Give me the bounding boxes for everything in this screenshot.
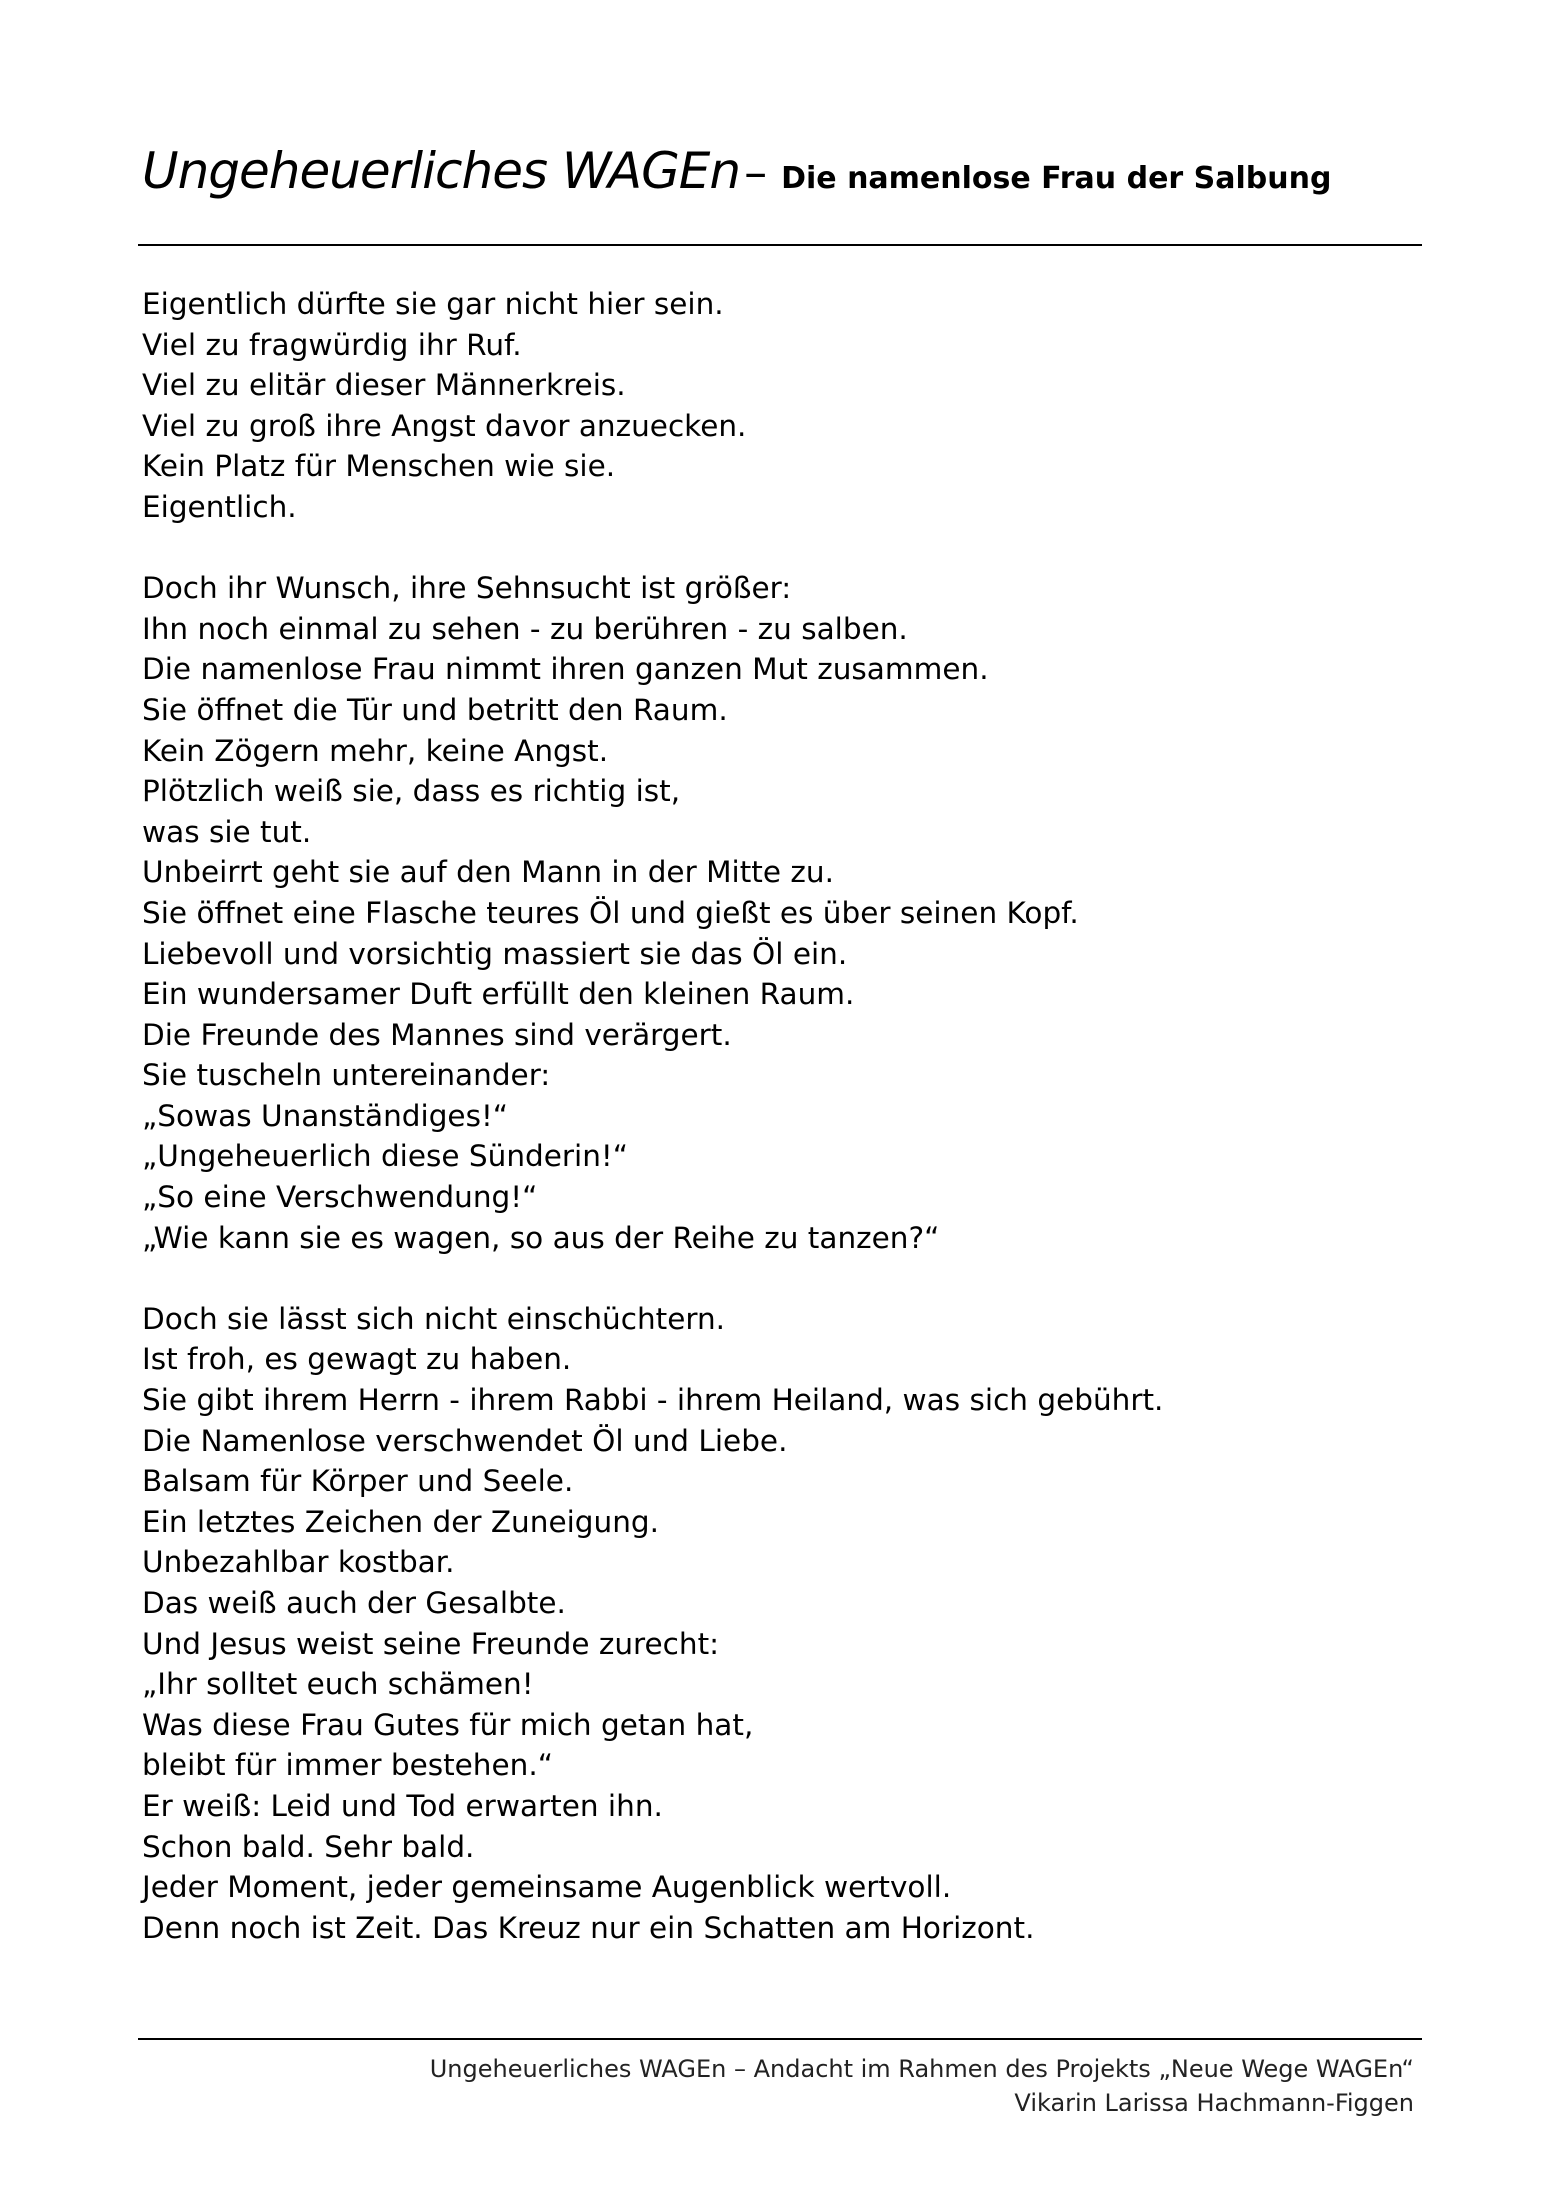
poem-line: Die Freunde des Mannes sind verärgert. <box>142 1017 732 1052</box>
poem-line: Ihn noch einmal zu sehen - zu berühren - zu salben. <box>142 611 908 646</box>
poem-line: Viel zu elitär dieser Männerkreis. <box>142 368 626 403</box>
poem-line: Denn noch ist Zeit. Das Kreuz nur ein Schatten am Horizont. <box>142 1910 1035 1945</box>
stanza-2 <box>142 568 1422 1258</box>
poem-line: „Wie kann sie es wagen, so aus der Reihe zu tanzen?“ <box>142 1220 940 1255</box>
poem-line: Die namenlose Frau nimmt ihren ganzen Mut zusammen. <box>142 652 989 687</box>
poem-line: Kein Zögern mehr, keine Angst. <box>142 733 609 768</box>
page-header <box>142 142 1422 202</box>
poem-line: was sie tut. <box>142 814 312 849</box>
poem-line: Eigentlich. <box>142 489 297 524</box>
title-subtitle: Die namenlose Frau der Salbung <box>781 161 1332 196</box>
page-footer <box>134 2052 1414 2120</box>
poem-line: Schon bald. Sehr bald. <box>142 1829 475 1864</box>
poem-line: Sie öffnet die Tür und betritt den Raum. <box>142 692 728 727</box>
poem-line: Eigentlich dürfte sie gar nicht hier sein. <box>142 287 724 321</box>
poem-line: Viel zu fragwürdig ihr Ruf. <box>142 327 522 362</box>
stanza-1 <box>142 284 1422 528</box>
poem-body <box>142 284 1422 1948</box>
poem-line: Plötzlich weiß sie, dass es richtig ist, <box>142 774 681 809</box>
poem-line: Sie gibt ihrem Herrn - ihrem Rabbi - ihrem Heiland, was sich gebührt. <box>142 1383 1164 1418</box>
title-dash: – <box>744 145 768 199</box>
poem-line: Unbezahlbar kostbar. <box>142 1545 455 1580</box>
poem-line: Doch ihr Wunsch, ihre Sehnsucht ist größer: <box>142 571 792 606</box>
poem-line: bleibt für immer bestehen.“ <box>142 1748 554 1783</box>
poem-line: Balsam für Körper und Seele. <box>142 1464 574 1499</box>
poem-line: Doch sie lässt sich nicht einschüchtern. <box>142 1301 726 1336</box>
footer-project-line: Ungeheuerliches WAGEn – Andacht im Rahmen des Projekts „Neue Wege WAGEn“ <box>429 2055 1414 2083</box>
poem-line: Sie öffnet eine Flasche teures Öl und gießt es über seinen Kopf. <box>142 895 1079 930</box>
poem-line: „So eine Verschwendung!“ <box>142 1180 538 1215</box>
stanza-3 <box>142 1299 1422 1949</box>
title-main: Ungeheuerliches WAGEn <box>142 142 741 200</box>
header-divider <box>138 244 1422 246</box>
poem-line: Die Namenlose verschwendet Öl und Liebe. <box>142 1423 788 1458</box>
poem-line: Ein letztes Zeichen der Zuneigung. <box>142 1504 660 1539</box>
poem-line: Sie tuscheln untereinander: <box>142 1058 551 1093</box>
poem-line: Unbeirrt geht sie auf den Mann in der Mitte zu. <box>142 855 834 890</box>
poem-line: Kein Platz für Menschen wie sie. <box>142 449 616 484</box>
poem-line: Ein wundersamer Duft erfüllt den kleinen Raum. <box>142 977 855 1012</box>
poem-line: „Sowas Unanständiges!“ <box>142 1098 509 1133</box>
poem-line: Liebevoll und vorsichtig massiert sie das Öl ein. <box>142 936 848 971</box>
poem-line: Das weiß auch der Gesalbte. <box>142 1586 566 1620</box>
poem-line: Er weiß: Leid und Tod erwarten ihn. <box>142 1788 663 1823</box>
poem-line: Was diese Frau Gutes für mich getan hat, <box>142 1707 754 1742</box>
poem-line: Jeder Moment, jeder gemeinsame Augenblick wertvoll. <box>142 1870 952 1905</box>
poem-line: Ist froh, es gewagt zu haben. <box>142 1342 572 1377</box>
poem-line: „Ihr solltet euch schämen! <box>142 1667 534 1702</box>
footer-author-line: Vikarin Larissa Hachmann-Figgen <box>1014 2089 1414 2117</box>
poem-line: „Ungeheuerlich diese Sünderin!“ <box>142 1139 629 1174</box>
poem-line: Und Jesus weist seine Freunde zurecht: <box>142 1626 720 1661</box>
footer-divider <box>138 2038 1422 2040</box>
poem-line: Viel zu groß ihre Angst davor anzuecken. <box>142 408 747 443</box>
